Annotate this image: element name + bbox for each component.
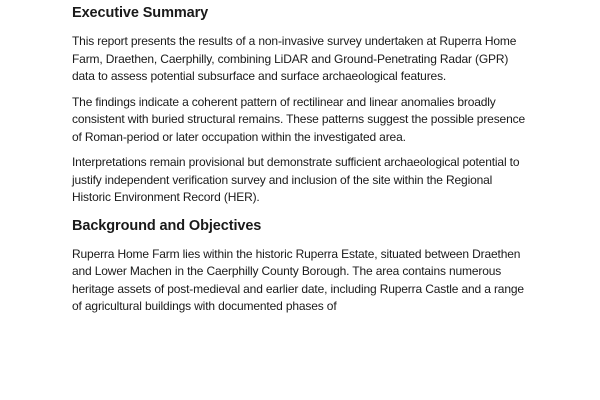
paragraph: The findings indicate a coherent pattern of rectilinear and linear anomalies broadly consistent with buried structural remains. These patterns suggest the possible presence of Roman-period or later occupation within the investigated area. xyxy=(72,94,525,144)
paragraph: This report presents the results of a non-invasive survey undertaken at Ruperra Home Farm, Draethen, Caerphilly, combining LiDAR and Ground-Penetrating Radar (GPR) data to assess potential subsurface and surface archaeological features. xyxy=(72,34,517,83)
paragraph: Ruperra Home Farm lies within the historic Ruperra Estate, situated between Draethen and Lower Machen in the Caerphilly County Borough. The area contains numerous heritage assets of post-medieval and earlier date, including Ruperra Castle and a range of agricultural buildings with documented phases of xyxy=(72,246,524,313)
paragraph: Interpretations remain provisional but demonstrate sufficient archaeological potential to justify independent verification survey and inclusion of the site within the Regional Historic Environment Record (HER). xyxy=(72,155,520,204)
section-heading-background-objectives: Background and Objectives xyxy=(72,217,262,234)
document-body xyxy=(72,2,534,324)
section-heading-executive-summary: Executive Summary xyxy=(72,5,209,21)
